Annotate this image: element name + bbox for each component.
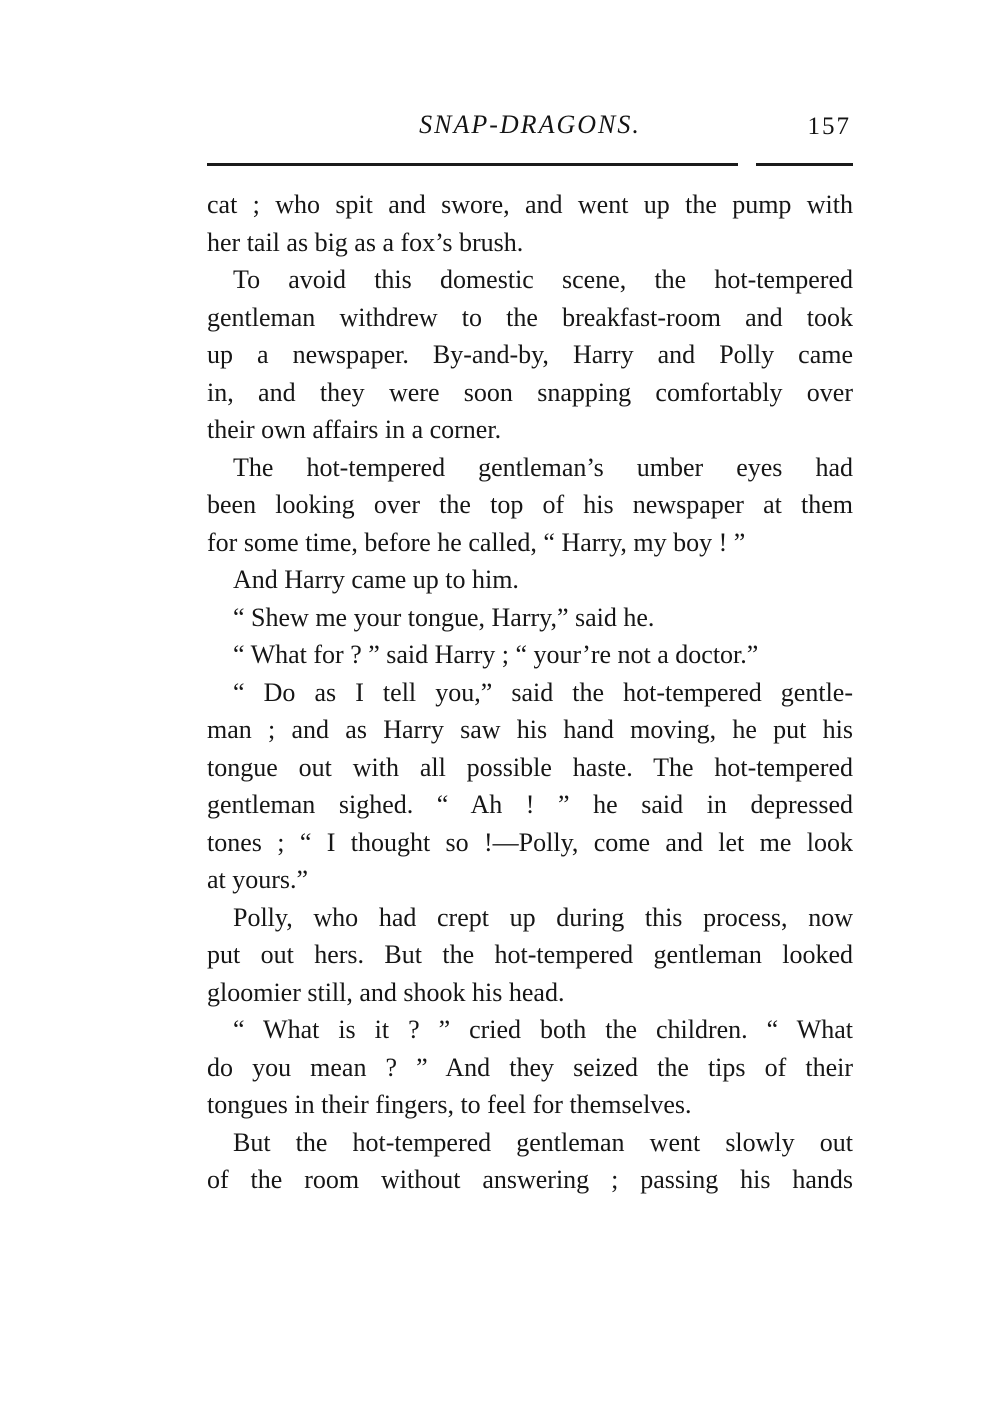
header-rule	[207, 163, 853, 167]
body-text	[207, 186, 853, 1199]
text-line: To avoid this domestic scene, the hot-tempered	[233, 265, 853, 294]
text-line: cat ; who spit and swore, and went up the pump with	[207, 190, 853, 219]
text-line: been looking over the top of his newspaper at them	[207, 490, 853, 519]
text-line: But the hot-tempered gentleman went slowly out	[233, 1127, 853, 1157]
text-line: gentleman sighed. “ Ah ! ” he said in depressed	[207, 790, 853, 819]
text-line: her tail as big as a fox’s brush.	[207, 227, 524, 257]
text-line: “ What for ? ” said Harry ; “ your’re not a doctor.”	[233, 640, 759, 669]
page-header	[207, 110, 853, 146]
text-line: man ; and as Harry saw his hand moving, he put his	[207, 715, 853, 744]
text-line: tongues in their fingers, to feel for themselves.	[207, 1090, 692, 1119]
text-line: And Harry came up to him.	[233, 565, 519, 594]
text-line: gentleman withdrew to the breakfast-room and took	[207, 302, 853, 332]
text-line: tones ; “ I thought so !—Polly, come and let me look	[207, 827, 853, 857]
text-line: “ What is it ? ” cried both the children. “ What	[233, 1015, 853, 1044]
header-rule-main	[207, 163, 738, 166]
text-line: do you mean ? ” And they seized the tips of their	[207, 1052, 853, 1082]
text-line: of the room without answering ; passing his hands	[207, 1165, 853, 1194]
text-line: gloomier still, and shook his head.	[207, 977, 565, 1007]
page-number: 157	[807, 113, 851, 140]
running-head-title: SNAP-DRAGONS.	[419, 110, 641, 139]
text-line: for some time, before he called, “ Harry, my boy ! ”	[207, 527, 746, 557]
text-line: tongue out with all possible haste. The hot-tempered	[207, 752, 853, 782]
text-line: at yours.”	[207, 865, 309, 894]
text-line: up a newspaper. By-and-by, Harry and Polly came	[207, 340, 853, 369]
text-line: Polly, who had crept up during this process, now	[233, 902, 853, 932]
header-rule-short	[756, 163, 853, 166]
text-line: put out hers. But the hot-tempered gentleman looked	[207, 940, 853, 969]
text-line: “ Do as I tell you,” said the hot-tempered gentle-	[233, 677, 853, 707]
text-line: in, and they were soon snapping comfortably over	[207, 377, 853, 407]
text-line: The hot-tempered gentleman’s umber eyes had	[233, 452, 853, 482]
text-line: their own affairs in a corner.	[207, 415, 502, 444]
text-line: “ Shew me your tongue, Harry,” said he.	[233, 602, 655, 632]
